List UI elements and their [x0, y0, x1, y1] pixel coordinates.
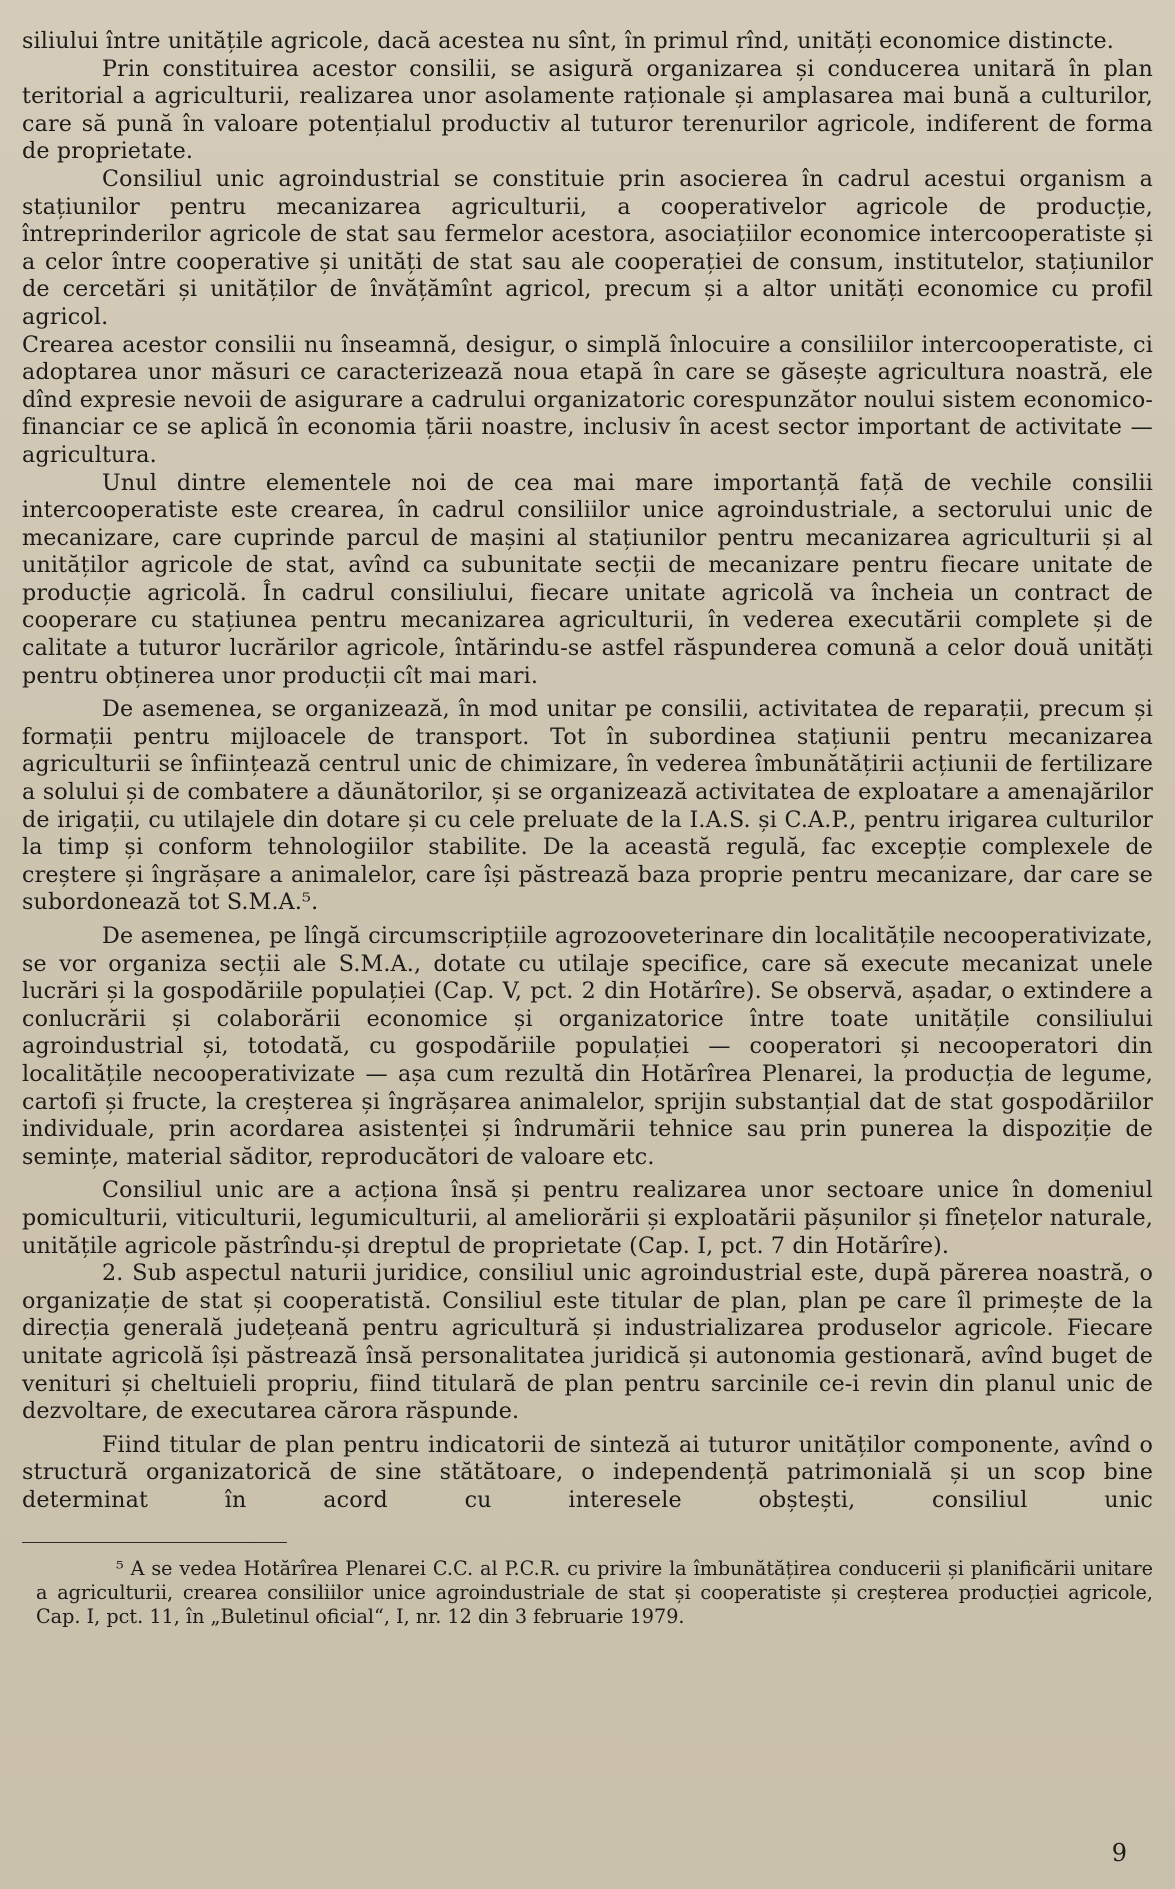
paragraph: Crearea acestor consilii nu înseamnă, desigur, o simplă înlocuire a consiliilor intercooperatiste, ci adoptarea unor măsuri ce caracterizează noua etapă în care se găsește agricultura noastră, ele dînd expresie nevoii de asigurare a cadrului organizatoric corespunzător noului sistem economico-financiar ce se aplică în economia țării noastre, inclusiv în acest sector important de activitate — agricultura. — [22, 331, 1153, 468]
paragraph: siliului între unitățile agricole, dacă acestea nu sînt, în primul rînd, unități economice distincte. — [22, 28, 1114, 54]
footnote: ⁵ A se vedea Hotărîrea Plenarei C.C. al P.C.R. cu privire la îmbunătățirea conducerii și planificării unitare a agriculturii, crearea consiliilor unice agroindustriale de stat și cooperatiste și creșterea producției agricole, Cap. I, pct. 11, în „Buletinul oficial“, I, nr. 12 din 3 februarie 1979. — [36, 1557, 1153, 1629]
paragraph: Unul dintre elementele noi de cea mai mare importanță față de vechile consilii intercooperatiste este crearea, în cadrul consiliilor unice agroindustriale, a sectorului unic de mecanizare, care cuprinde parcul de mașini al stațiunilor pentru mecanizarea agriculturii și al unităților agricole de stat, avînd ca subunitate secții de mecanizare pentru fiecare unitate de producție agricolă. În cadrul consiliului, fiecare unitate agricolă va încheia un contract de cooperare cu stațiunea pentru mecanizarea agriculturii, în vederea executării complete și de calitate a tuturor lucrărilor agricole, întărindu-se astfel răspunderea comună a celor două unități pentru obținerea unor producții cît mai mari. — [22, 469, 1153, 689]
paragraph: De asemenea, se organizează, în mod unitar pe consilii, activitatea de reparații, precum și formații pentru mijloacele de transport. Tot în subordinea stațiunii pentru mecanizarea agriculturii se înființează centrul unic de chimizare, în vederea îmbunătățirii acțiunii de fertilizare a solului și de combatere a dăunătorilor, și se organizează activitatea de exploatare a amenajărilor de irigații, cu utilajele din dotare și cu cele preluate de la I.A.S. și C.A.P., pentru irigarea culturilor la timp și conform tehnologiilor stabilite. De la această regulă, fac excepție complexele de creștere și îngrășare a animalelor, care își păstrează baza proprie pentru mecanizare, dar care se subordonează tot S.M.A.⁵. — [22, 696, 1153, 916]
body-text — [22, 28, 1153, 1514]
paragraph: De asemenea, pe lîngă circumscripțiile agrozooveterinare din localitățile necooperativizate, se vor organiza secții ale S.M.A., dotate cu utilaje specifice, care să execute mecanizat unele lucrări și la gospodăriile populației (Cap. V, pct. 2 din Hotărîre). Se observă, așadar, o extindere a conlucrării și colaborării economice și organizatorice între toate unitățile consiliului agroindustrial și, totodată, cu gospodăriile populației — cooperatori și necooperatori din localitățile necooperativizate — așa cum rezultă din Hotărîrea Plenarei, la producția de legume, cartofi și fructe, la creșterea și îngrășarea animalelor, sprijin substanțial dat de stat gospodăriilor individuale, prin acordarea asistenței și îndrumării tehnice sau prin punerea la dispoziție de semințe, material săditor, reproducători de valoare etc. — [22, 923, 1153, 1170]
paragraph: 2. Sub aspectul naturii juridice, consiliul unic agroindustrial este, după părerea noastră, o organizație de stat și cooperatistă. Consiliul este titular de plan, plan pe care îl primește de la direcția generală județeană pentru agricultură și industrializarea produselor agricole. Fiecare unitate agricolă își păstrează însă personalitatea juridică și autonomia gestionară, avînd buget de venituri și cheltuieli propriu, fiind titulară de plan pentru sarcinile ce-i revin din planul unic de dezvoltare, de executarea cărora răspunde. — [22, 1260, 1153, 1425]
paragraph: Consiliul unic are a acționa însă și pentru realizarea unor sectoare unice în domeniul pomiculturii, viticulturii, legumiculturii, al ameliorării și exploatării pășunilor și fînețelor naturale, unitățile agricole păstrîndu-și dreptul de proprietate (Cap. I, pct. 7 din Hotărîre). — [22, 1177, 1153, 1259]
paragraph: Prin constituirea acestor consilii, se asigură organizarea și conducerea unitară în plan teritorial a agriculturii, realizarea unor asolamente raționale și amplasarea mai bună a culturilor, care să pună în valoare potențialul productiv al tuturor terenurilor agricole, indiferent de forma de proprietate. — [22, 55, 1153, 165]
footnote-divider — [22, 1542, 287, 1543]
page-number: 9 — [1111, 1839, 1127, 1867]
paragraph: Consiliul unic agroindustrial se constituie prin asocierea în cadrul acestui organism a stațiunilor pentru mecanizarea agriculturii, a cooperativelor agricole de producție, întreprinderilor agricole de stat sau fermelor acestora, asociațiilor economice intercooperatiste și a celor între cooperative și unități de stat sau ale cooperației de consum, institutelor, stațiunilor de cercetări și unităților de învățămînt agricol, precum și a altor unități economice cu profil agricol. — [22, 165, 1153, 330]
paragraph: Fiind titular de plan pentru indicatorii de sinteză ai tuturor unităților componente, avînd o structură organizatorică de sine stătătoare, o independență patrimonială și un scop bine determinat în acord cu interesele obștești, consiliul unic — [22, 1431, 1153, 1513]
